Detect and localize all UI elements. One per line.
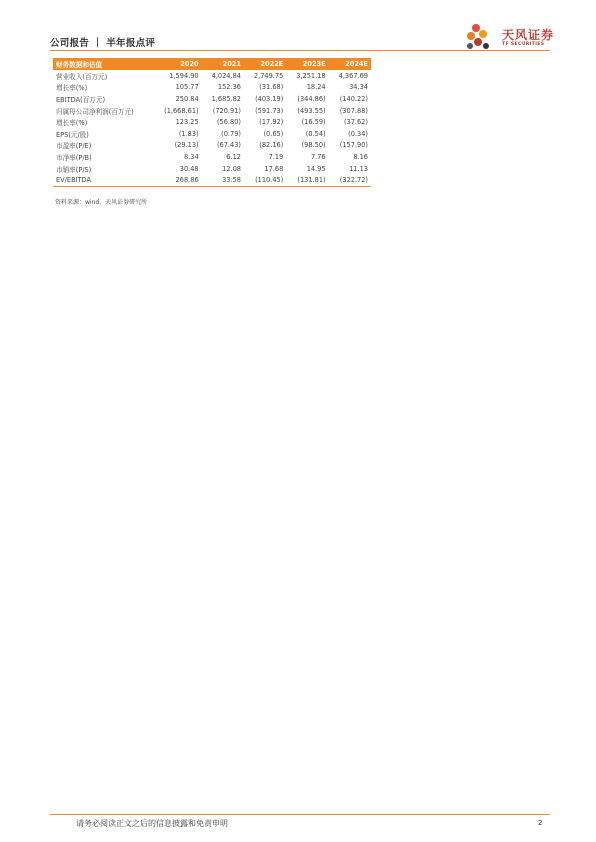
column-header: 财务数据和估值 [53, 58, 153, 70]
table-cell: (29.13) [174, 141, 199, 150]
logo-wordmark: 天风证券 [502, 28, 555, 42]
table-cell: (0.54) [305, 129, 326, 138]
table-row [53, 128, 371, 140]
table-cell: (98.50) [301, 141, 326, 150]
row-label: 营业收入(百万元) [56, 72, 108, 81]
row-label: EPS(元/股) [56, 130, 89, 139]
table-cell: (1,668.61) [164, 106, 199, 115]
table-row [53, 93, 371, 105]
table-cell: 250.84 [175, 94, 199, 103]
table-cell: (1.83) [178, 129, 199, 138]
table-header-row [53, 58, 371, 70]
table-cell: 8.34 [183, 152, 199, 161]
column-header: 2023E [286, 58, 328, 70]
table-cell: (307.88) [339, 106, 368, 115]
financial-data-table [53, 58, 371, 187]
table-cell: 1,685.82 [211, 94, 241, 103]
table-cell: 2,749.75 [253, 71, 284, 80]
table-cell: 152.36 [217, 83, 241, 92]
table-cell: 1,594.90 [169, 71, 199, 80]
page-number: 2 [538, 819, 543, 827]
table-cell: 14.95 [306, 164, 326, 173]
column-header: 2022E [244, 58, 286, 70]
row-label: EV/EBITDA [53, 174, 153, 186]
table-cell: (0.79) [221, 129, 241, 138]
table-row [53, 70, 371, 82]
table-cell: (344.86) [297, 94, 326, 103]
table-cell: (493.55) [297, 106, 326, 115]
header-divider [50, 50, 550, 51]
table-cell: (16.59) [301, 118, 326, 127]
table-cell: (157.90) [339, 141, 368, 150]
table-cell: (82.16) [259, 141, 284, 150]
row-label: 市盈率(P/E) [56, 142, 92, 151]
table-cell: (110.45) [244, 174, 286, 186]
table-cell: 4,367.69 [338, 71, 368, 80]
data-source-note: 资料来源：wind，天风证券研究所 [55, 199, 148, 206]
table-cell: 123.25 [175, 118, 199, 127]
footer-divider [50, 814, 550, 815]
column-header: 2024E [329, 58, 371, 70]
logo-subtitle: TF SECURITIES [502, 42, 545, 47]
table-cell: (56.80) [216, 118, 241, 127]
table-cell: (403.19) [255, 94, 284, 103]
table-cell: 8.16 [353, 152, 368, 161]
table-cell: 3,251.18 [296, 71, 326, 80]
table-cell: 12.08 [222, 164, 241, 173]
table-cell: (37.62) [343, 118, 368, 127]
table-cell: (17.92) [259, 118, 284, 127]
table-cell: 105.77 [175, 83, 199, 92]
table-cell: (591.73) [255, 106, 284, 115]
row-label: 增长率(%) [56, 84, 88, 93]
table-row [53, 116, 371, 128]
table-cell: 6.12 [226, 152, 241, 161]
table-cell: (131.81) [286, 174, 328, 186]
table-cell: 268.86 [153, 174, 201, 186]
table-cell: 30.48 [179, 164, 199, 173]
row-label: 市销率(P/S) [56, 165, 92, 174]
disclaimer-text: 请务必阅读正文之后的信息披露和免责申明 [76, 819, 228, 828]
table-cell: 11.13 [349, 164, 368, 173]
table-cell: 4,024.84 [211, 71, 241, 80]
row-label: 增长率(%) [56, 119, 88, 128]
table-cell: 34.34 [349, 83, 368, 92]
table-cell: 18.24 [306, 83, 326, 92]
table-cell: (0.34) [348, 129, 368, 138]
report-type-title: 公司报告 ｜ 半年报点评 [50, 38, 156, 49]
table-cell: 17.68 [264, 164, 284, 173]
table-cell: (720.91) [212, 106, 241, 115]
table-row [53, 151, 371, 163]
table-cell: 7.76 [310, 152, 326, 161]
row-label: EBITDA(百万元) [56, 95, 106, 104]
column-header: 2020 [153, 58, 201, 70]
table-row [53, 82, 371, 94]
table-row [53, 140, 371, 152]
table-row [53, 163, 371, 175]
column-header: 2021 [202, 58, 244, 70]
table-row [53, 105, 371, 117]
table-cell: (0.65) [263, 129, 284, 138]
table-cell: 7.19 [268, 152, 284, 161]
table-cell: (322.72) [329, 174, 371, 186]
row-label: 归属母公司净利润(百万元) [56, 107, 134, 116]
table-cell: (31.68) [259, 83, 284, 92]
table-cell: 33.58 [202, 174, 244, 186]
table-cell: (67.43) [216, 141, 241, 150]
row-label: 市净率(P/B) [56, 153, 92, 162]
table-cell: (140.22) [339, 94, 368, 103]
table-row [53, 174, 371, 186]
